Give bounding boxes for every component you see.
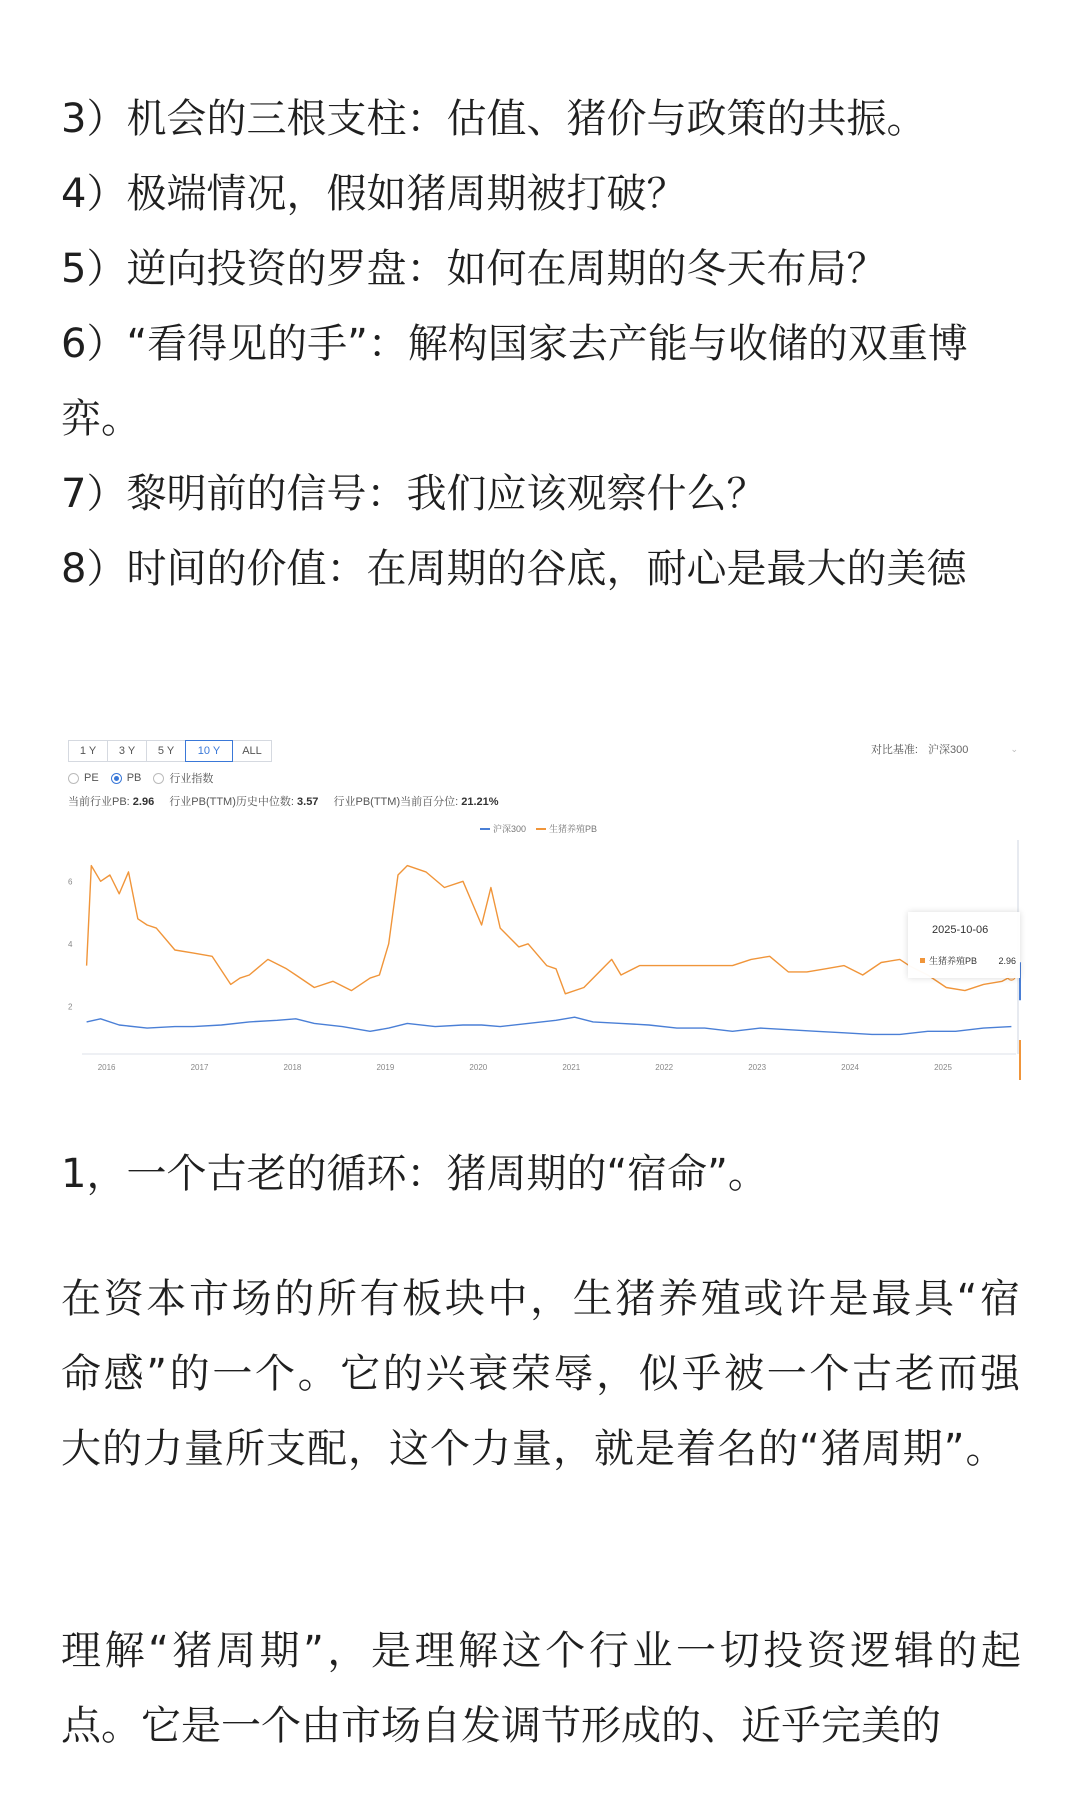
radio-circle-icon	[68, 773, 79, 784]
x-tick-label: 2017	[190, 1063, 209, 1072]
tab-5y[interactable]: 5 Y	[146, 740, 186, 762]
tooltip-series: 生猪养殖PB	[929, 956, 978, 966]
tab-1y[interactable]: 1 Y	[68, 740, 108, 762]
chart-tooltip	[908, 912, 1020, 978]
tooltip-value: 2.96	[998, 955, 1016, 966]
paragraph-2: 理解“猪周期”，是理解这个行业一切投资逻辑的起点。它是一个由市场自发调节形成的、近乎完美的	[61, 1628, 1021, 1749]
series-line-pig-pb	[87, 866, 1012, 994]
x-tick-label: 2019	[376, 1063, 395, 1072]
x-tick-label: 2022	[655, 1063, 674, 1072]
y-tick-label: 6	[68, 877, 73, 887]
benchmark-selector	[871, 740, 1022, 758]
stat-percentile-value: 21.21%	[461, 796, 499, 808]
radio-label: PE	[84, 772, 99, 784]
benchmark-value: 沪深300	[928, 744, 969, 756]
x-tick-label: 2023	[748, 1063, 767, 1072]
paragraph-1: 在资本市场的所有板块中，生猪养殖或许是最具“宿命感”的一个。它的兴衰荣辱，似乎被一个古老而强大的力量所支配，这个力量，就是着名的“猪周期”。	[61, 1276, 1021, 1472]
tooltip-swatch	[920, 958, 925, 963]
legend-label: 沪深300	[493, 824, 527, 834]
range-tabs	[68, 740, 271, 762]
x-tick-label: 2025	[934, 1063, 952, 1072]
section-heading: 1，一个古老的循环：猪周期的“宿命”。	[61, 1151, 768, 1197]
toc-item-8: 8）时间的价值：在周期的谷底，耐心是最大的美德	[61, 546, 967, 592]
toc-item-7: 7）黎明前的信号：我们应该观察什么？	[61, 471, 767, 517]
x-tick-label: 2020	[469, 1063, 488, 1072]
stats-line	[68, 793, 511, 809]
tab-3y[interactable]: 3 Y	[107, 740, 147, 762]
tab-10y[interactable]: 10 Y	[185, 740, 233, 762]
series-line-hs300	[87, 1017, 1012, 1034]
line-chart	[60, 830, 1022, 1090]
legend-label: 生猪养殖PB	[549, 824, 598, 834]
toc-item-6: 6）“看得见的手”：解构国家去产能与收储的双重博弈。	[61, 321, 968, 442]
radio-pe[interactable]	[68, 772, 99, 784]
radio-industry-index[interactable]	[153, 770, 213, 786]
stat-current-pb-value: 2.96	[132, 796, 155, 808]
x-tick-label: 2024	[841, 1063, 859, 1072]
toc-item-4: 4）极端情况，假如猪周期被打破？	[61, 171, 687, 217]
pb-chart-panel	[60, 730, 1022, 1090]
metric-radio-group	[68, 770, 225, 786]
radio-label: PB	[126, 772, 142, 784]
stat-current-pb-label: 当前行业PB:	[68, 796, 130, 808]
y-tick-label: 4	[68, 939, 73, 949]
stat-median-label: 行业PB(TTM)历史中位数:	[169, 796, 294, 808]
chevron-down-icon: ⌄	[1010, 743, 1018, 754]
x-tick-label: 2021	[562, 1063, 581, 1072]
x-tick-label: 2016	[97, 1063, 116, 1072]
radio-pb[interactable]	[111, 772, 142, 784]
y-tick-label: 2	[68, 1002, 73, 1012]
table-of-contents	[61, 82, 1021, 607]
toc-item-3: 3）机会的三根支柱：估值、猪价与政策的共振。	[61, 96, 927, 142]
tab-all[interactable]: ALL	[232, 740, 272, 762]
radio-checked-icon	[111, 773, 122, 784]
toc-item-5: 5）逆向投资的罗盘：如何在周期的冬天布局？	[61, 246, 887, 292]
benchmark-label: 对比基准:	[870, 744, 918, 756]
tooltip-row	[920, 954, 1016, 967]
benchmark-select[interactable]	[924, 740, 1022, 758]
stat-median-value: 3.57	[297, 796, 319, 808]
stat-percentile-label: 行业PB(TTM)当前百分位:	[333, 796, 459, 808]
x-tick-label: 2018	[283, 1063, 302, 1072]
radio-label: 行业指数	[169, 773, 214, 785]
tooltip-date: 2025-10-06	[932, 924, 989, 936]
radio-circle-icon	[153, 773, 164, 784]
